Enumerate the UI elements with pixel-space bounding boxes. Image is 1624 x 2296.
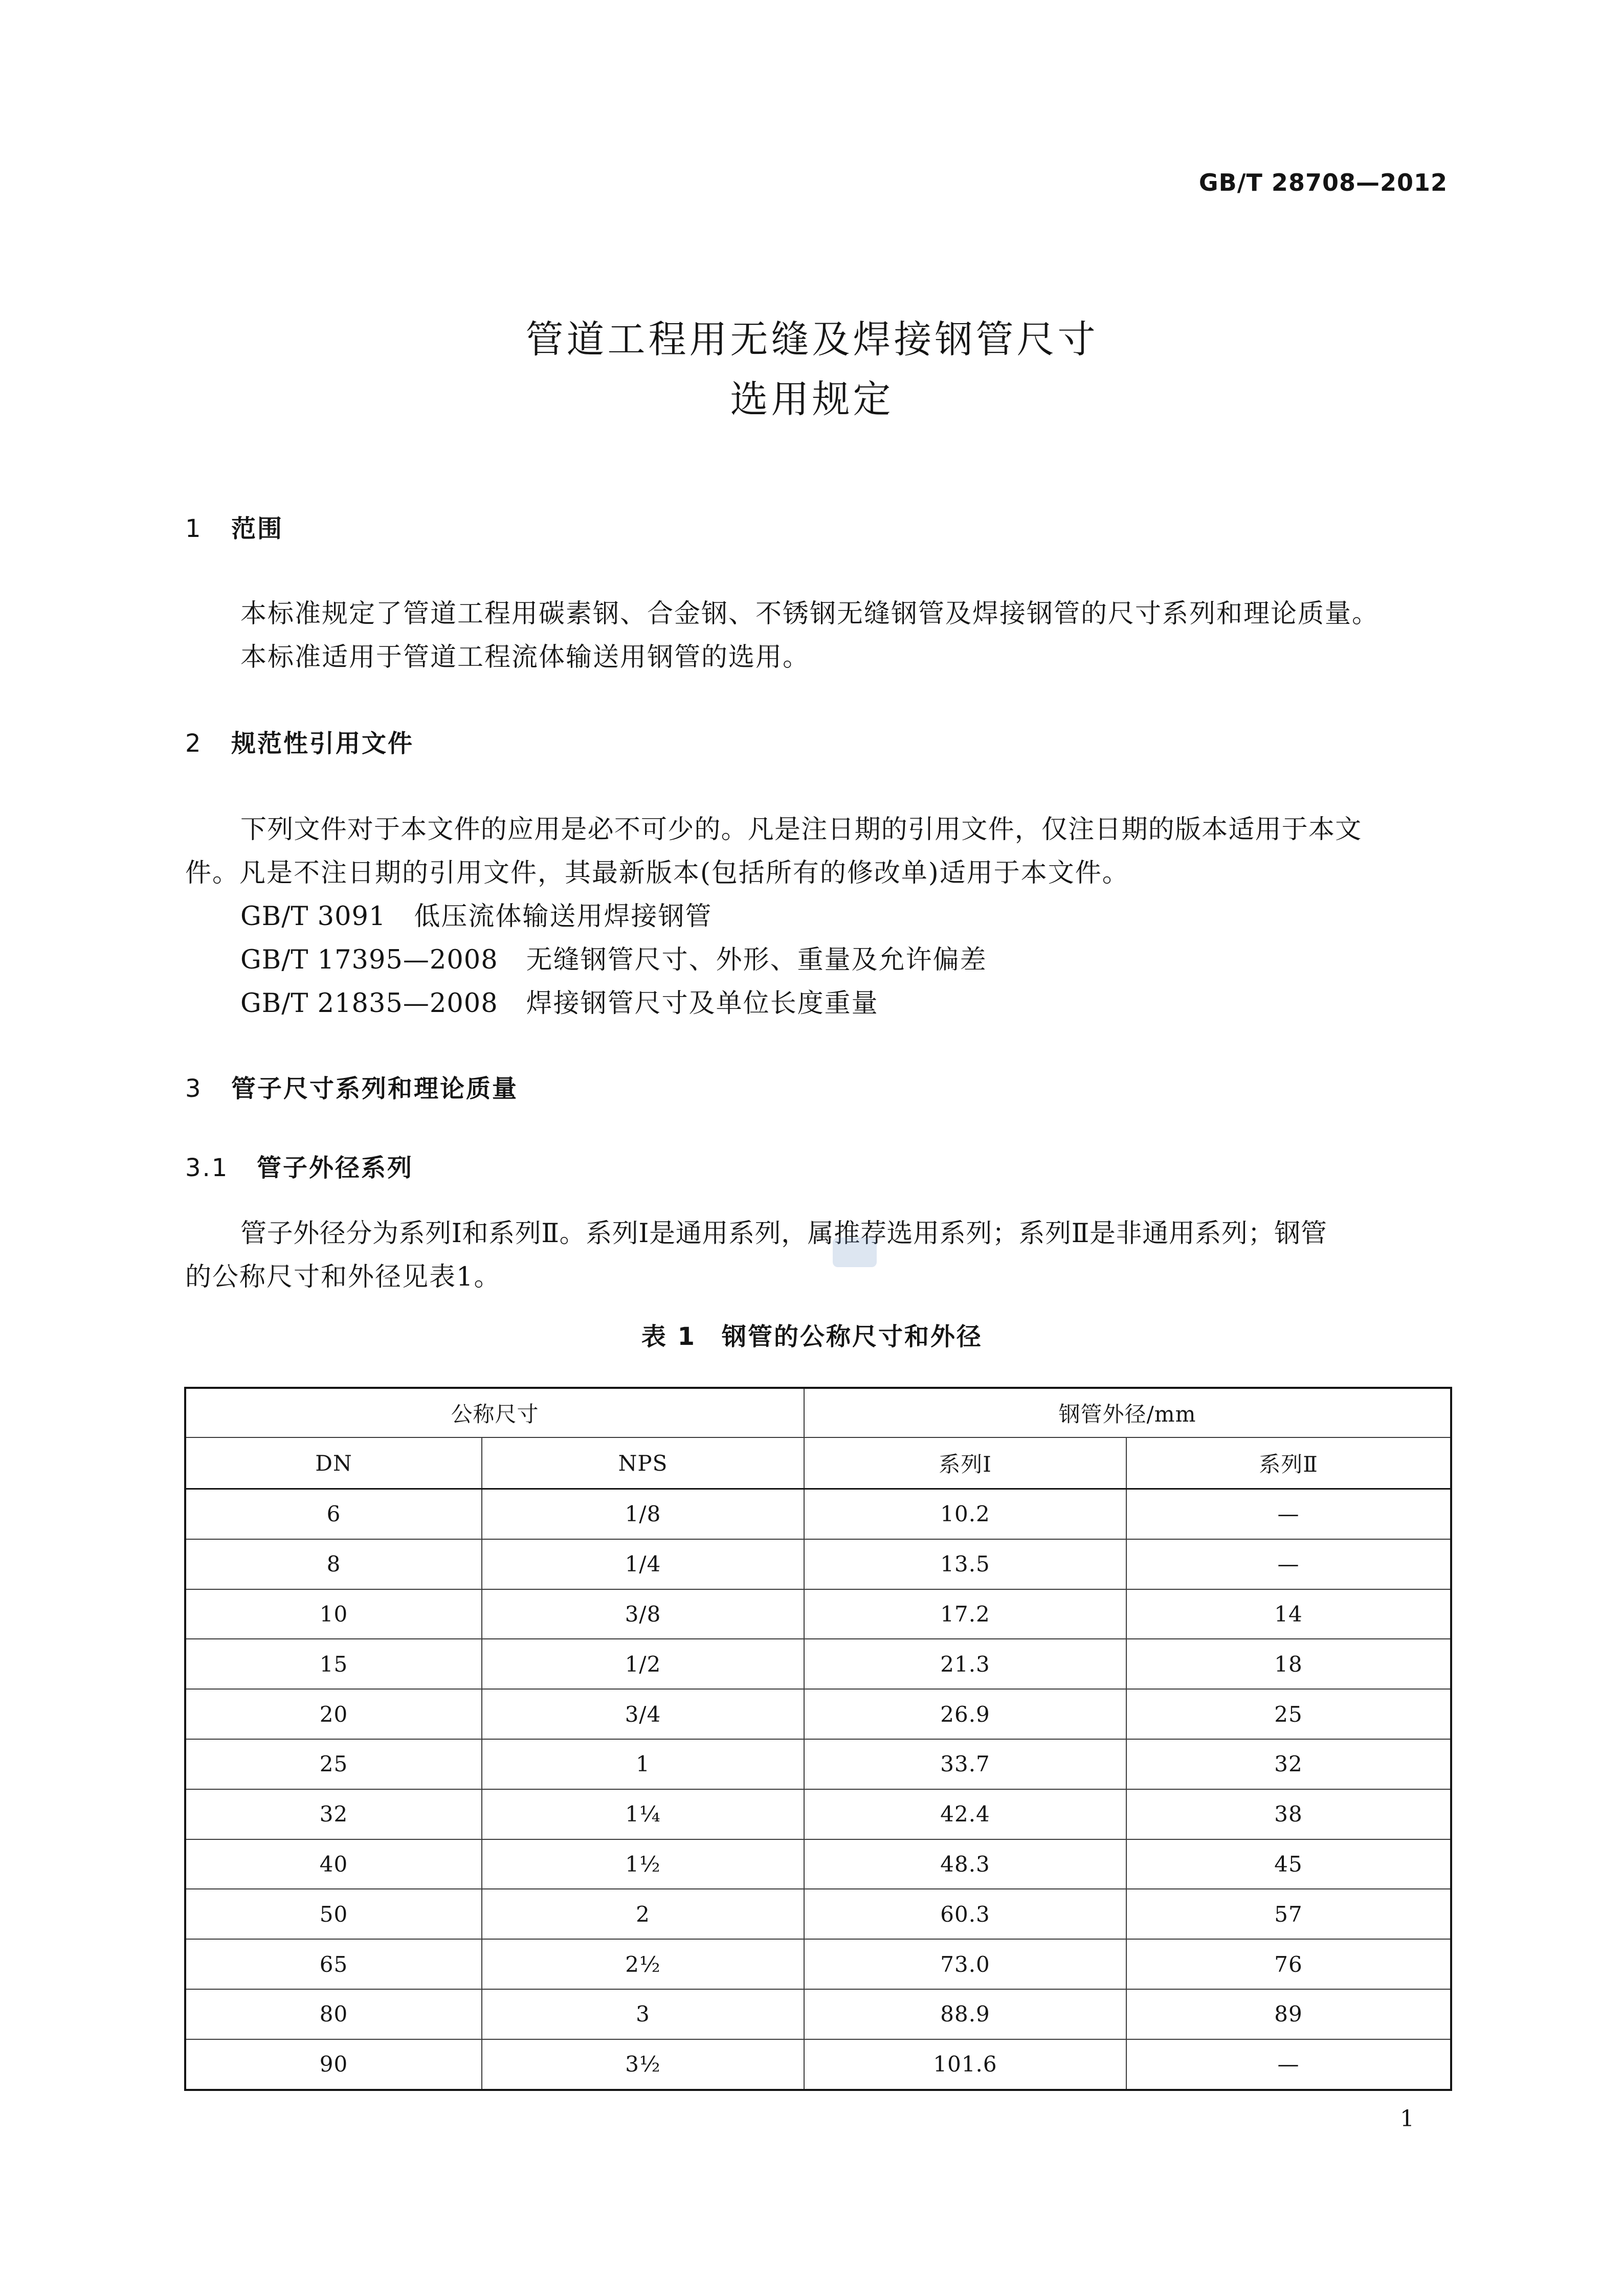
reference-item xyxy=(240,982,879,1020)
cell-dn: 15 xyxy=(185,1639,482,1689)
cell-series-2: 32 xyxy=(1126,1739,1451,1789)
column-header-series-2: 系列Ⅱ xyxy=(1126,1437,1451,1489)
section-2-intro-line1: 下列文件对于本文件的应用是必不可少的。凡是注日期的引用文件，仅注日期的版本适用于本文 xyxy=(240,815,1362,845)
table-row xyxy=(185,1639,1451,1689)
cell-nps: 1½ xyxy=(482,1839,804,1889)
section-title: 管子外径系列 xyxy=(257,1154,414,1182)
table-row xyxy=(185,2039,1451,2090)
group-header-outer-diameter: 钢管外径/mm xyxy=(804,1388,1451,1437)
cell-nps: 2½ xyxy=(482,1939,804,1989)
cell-series-1: 10.2 xyxy=(804,1489,1126,1539)
column-header-dn: DN xyxy=(185,1437,482,1489)
cell-series-2: 14 xyxy=(1126,1589,1451,1639)
cell-series-1: 60.3 xyxy=(804,1889,1126,1939)
column-header-nps: NPS xyxy=(482,1437,804,1489)
cell-dn: 25 xyxy=(185,1739,482,1789)
reference-title: 低压流体输送用焊接钢管 xyxy=(414,902,713,932)
cell-nps: 1/2 xyxy=(482,1639,804,1689)
cell-dn: 6 xyxy=(185,1489,482,1539)
cell-nps: 3½ xyxy=(482,2039,804,2090)
cell-series-2: — xyxy=(1126,1539,1451,1589)
cell-series-2: 57 xyxy=(1126,1889,1451,1939)
cell-series-2: 76 xyxy=(1126,1939,1451,1989)
table-row xyxy=(185,1939,1451,1989)
table-row xyxy=(185,1989,1451,2039)
section-3-1-text-line1: 管子外径分为系列Ⅰ和系列Ⅱ。系列Ⅰ是通用系列，属推荐选用系列；系列Ⅱ是非通用系列；钢管 xyxy=(240,1219,1327,1249)
section-title: 管子尺寸系列和理论质量 xyxy=(231,1074,519,1103)
section-1-heading xyxy=(185,509,283,544)
section-title: 范围 xyxy=(231,514,284,543)
cell-nps: 1¼ xyxy=(482,1789,804,1839)
reference-code: GB/T 21835—2008 xyxy=(240,988,498,1019)
table-row xyxy=(185,1539,1451,1589)
section-number: 1 xyxy=(185,514,203,543)
cell-dn: 10 xyxy=(185,1589,482,1639)
cell-dn: 90 xyxy=(185,2039,482,2090)
standard-number: GB/T 28708—2012 xyxy=(1198,169,1448,196)
table-caption-title: 钢管的公称尺寸和外径 xyxy=(722,1322,983,1351)
column-header-series-1: 系列Ⅰ xyxy=(804,1437,1126,1489)
cell-nps: 3/8 xyxy=(482,1589,804,1639)
cell-dn: 8 xyxy=(185,1539,482,1589)
section-2-heading xyxy=(185,724,414,759)
section-3-1-heading xyxy=(185,1148,413,1183)
cell-nps: 2 xyxy=(482,1889,804,1939)
cell-series-2: 25 xyxy=(1126,1689,1451,1739)
section-number: 3.1 xyxy=(185,1154,229,1182)
table-caption xyxy=(0,1317,1624,1352)
cell-series-2: 38 xyxy=(1126,1789,1451,1839)
section-3-1-text-line2: 的公称尺寸和外径见表1。 xyxy=(185,1262,501,1292)
watermark-logo xyxy=(832,1236,878,1268)
table-row xyxy=(185,1739,1451,1789)
cell-dn: 65 xyxy=(185,1939,482,1989)
cell-series-2: 89 xyxy=(1126,1989,1451,2039)
section-number: 3 xyxy=(185,1074,203,1103)
cell-series-1: 42.4 xyxy=(804,1789,1126,1839)
cell-dn: 40 xyxy=(185,1839,482,1889)
reference-code: GB/T 3091 xyxy=(240,902,386,932)
cell-series-1: 17.2 xyxy=(804,1589,1126,1639)
cell-nps: 3 xyxy=(482,1989,804,2039)
group-header-nominal-size: 公称尺寸 xyxy=(185,1388,804,1437)
reference-item xyxy=(240,938,987,976)
reference-title: 无缝钢管尺寸、外形、重量及允许偏差 xyxy=(526,945,987,975)
table-row xyxy=(185,1689,1451,1739)
table-row xyxy=(185,1789,1451,1839)
section-1-paragraph: 本标准适用于管道工程流体输送用钢管的选用。 xyxy=(240,642,810,672)
table-group-header-row xyxy=(185,1388,1451,1437)
cell-series-1: 73.0 xyxy=(804,1939,1126,1989)
reference-item xyxy=(240,895,712,933)
cell-series-2: — xyxy=(1126,1489,1451,1539)
cell-series-2: 18 xyxy=(1126,1639,1451,1689)
cell-series-1: 26.9 xyxy=(804,1689,1126,1739)
cell-nps: 3/4 xyxy=(482,1689,804,1739)
table-caption-number: 表 1 xyxy=(641,1322,697,1351)
document-title-line2: 选用规定 xyxy=(730,377,894,421)
table-row xyxy=(185,1489,1451,1539)
reference-title: 焊接钢管尺寸及单位长度重量 xyxy=(526,988,879,1019)
cell-series-1: 88.9 xyxy=(804,1989,1126,2039)
cell-series-1: 13.5 xyxy=(804,1539,1126,1589)
cell-dn: 80 xyxy=(185,1989,482,2039)
cell-series-1: 48.3 xyxy=(804,1839,1126,1889)
section-number: 2 xyxy=(185,729,203,758)
document-title-line1: 管道工程用无缝及焊接钢管尺寸 xyxy=(525,318,1099,362)
cell-dn: 20 xyxy=(185,1689,482,1739)
section-title: 规范性引用文件 xyxy=(231,729,414,758)
cell-nps: 1/8 xyxy=(482,1489,804,1539)
section-2-intro-line2: 件。凡是不注日期的引用文件，其最新版本(包括所有的修改单)适用于本文件。 xyxy=(185,858,1129,888)
cell-nps: 1/4 xyxy=(482,1539,804,1589)
pipe-dimension-table xyxy=(184,1387,1452,2091)
page-number: 1 xyxy=(1400,2106,1414,2132)
table-row xyxy=(185,1589,1451,1639)
section-1-paragraph: 本标准规定了管道工程用碳素钢、合金钢、不锈钢无缝钢管及焊接钢管的尺寸系列和理论质量。 xyxy=(240,599,1380,629)
cell-dn: 32 xyxy=(185,1789,482,1839)
cell-series-2: — xyxy=(1126,2039,1451,2090)
cell-dn: 50 xyxy=(185,1889,482,1939)
cell-series-1: 33.7 xyxy=(804,1739,1126,1789)
section-3-heading xyxy=(185,1069,518,1104)
cell-series-2: 45 xyxy=(1126,1839,1451,1889)
cell-series-1: 101.6 xyxy=(804,2039,1126,2090)
reference-code: GB/T 17395—2008 xyxy=(240,945,498,975)
cell-nps: 1 xyxy=(482,1739,804,1789)
cell-series-1: 21.3 xyxy=(804,1639,1126,1689)
table-column-header-row xyxy=(185,1437,1451,1489)
table-row xyxy=(185,1839,1451,1889)
table-row xyxy=(185,1889,1451,1939)
